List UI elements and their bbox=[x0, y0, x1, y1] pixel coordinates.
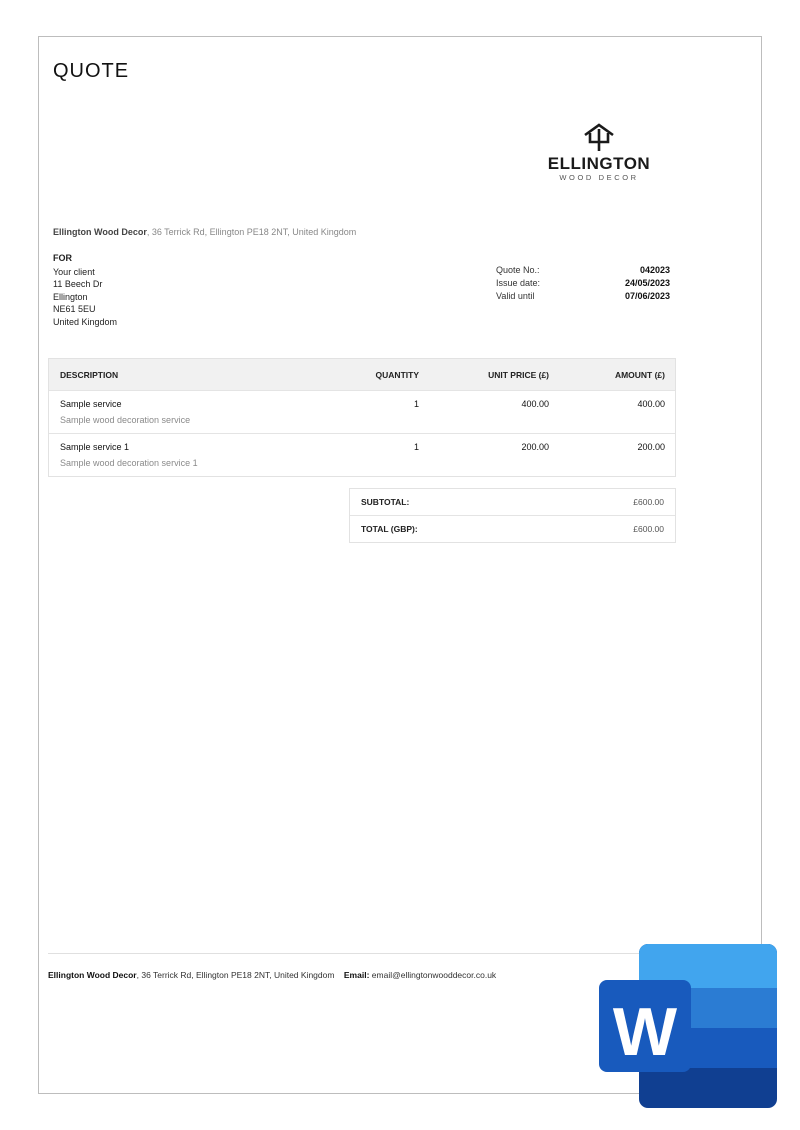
meta-row-quote-no bbox=[496, 264, 670, 277]
word-letter: W bbox=[612, 994, 678, 1070]
total-label: TOTAL (GBP): bbox=[361, 524, 418, 534]
client-line: NE61 5EU bbox=[53, 304, 96, 314]
row-amount: 200.00 bbox=[637, 442, 665, 452]
client-line: Your client bbox=[53, 266, 95, 277]
client-block bbox=[53, 252, 117, 328]
meta-value: 24/05/2023 bbox=[624, 278, 670, 288]
header-quantity: QUANTITY bbox=[375, 369, 419, 380]
footer-address: , 36 Terrick Rd, Ellington PE18 2NT, United Kingdom bbox=[136, 970, 335, 980]
client-line: 11 Beech Dr bbox=[53, 279, 103, 289]
table-row bbox=[49, 433, 675, 476]
row-description: Sample service 1 bbox=[60, 442, 130, 452]
footer-email-label: Email: bbox=[343, 970, 370, 980]
row-amount: 400.00 bbox=[637, 399, 665, 409]
subtotal-label: SUBTOTAL: bbox=[361, 497, 410, 507]
total-row bbox=[350, 515, 675, 542]
footer bbox=[48, 970, 496, 980]
document-title: QUOTE bbox=[53, 60, 130, 82]
meta-value: 07/06/2023 bbox=[624, 291, 670, 301]
client-heading: FOR bbox=[53, 253, 72, 263]
document-page bbox=[38, 36, 762, 1094]
header-amount: AMOUNT (£) bbox=[614, 369, 665, 380]
row-quantity: 1 bbox=[413, 442, 419, 452]
sender-address bbox=[53, 227, 356, 237]
items-table bbox=[48, 358, 676, 477]
row-unit-price: 200.00 bbox=[521, 442, 549, 452]
company-logo bbox=[542, 122, 656, 182]
items-table-header bbox=[49, 359, 675, 390]
sender-company: Ellington Wood Decor bbox=[53, 227, 147, 237]
header-unit-price: UNIT PRICE (£) bbox=[488, 369, 549, 380]
logo-tagline: WOOD DECOR bbox=[559, 173, 639, 182]
table-row bbox=[49, 390, 675, 433]
row-note: Sample wood decoration service 1 bbox=[60, 458, 198, 468]
house-icon bbox=[581, 122, 617, 152]
header-description: DESCRIPTION bbox=[60, 369, 119, 380]
logo-name: ELLINGTON bbox=[547, 154, 651, 173]
meta-row-issue-date bbox=[496, 277, 670, 290]
meta-label: Valid until bbox=[496, 291, 535, 301]
row-quantity: 1 bbox=[413, 399, 419, 409]
meta-label: Quote No.: bbox=[496, 265, 540, 275]
row-unit-price: 400.00 bbox=[521, 399, 549, 409]
meta-row-valid-until bbox=[496, 290, 670, 303]
sender-address-text: , 36 Terrick Rd, Ellington PE18 2NT, United Kingdom bbox=[146, 227, 357, 237]
microsoft-word-icon bbox=[597, 942, 779, 1110]
footer-company: Ellington Wood Decor bbox=[48, 970, 137, 980]
quote-meta bbox=[496, 264, 670, 303]
footer-email: email@ellingtonwooddecor.co.uk bbox=[371, 970, 497, 980]
meta-value: 042023 bbox=[639, 265, 670, 275]
footer-divider bbox=[48, 953, 676, 954]
subtotal-row bbox=[350, 489, 675, 515]
client-line: Ellington bbox=[53, 291, 88, 302]
client-line: United Kingdom bbox=[53, 316, 118, 327]
totals-table bbox=[349, 488, 676, 543]
total-value: £600.00 bbox=[633, 524, 664, 534]
subtotal-value: £600.00 bbox=[633, 497, 664, 507]
meta-label: Issue date: bbox=[496, 278, 541, 288]
row-description: Sample service bbox=[60, 399, 122, 409]
row-note: Sample wood decoration service bbox=[60, 415, 191, 425]
